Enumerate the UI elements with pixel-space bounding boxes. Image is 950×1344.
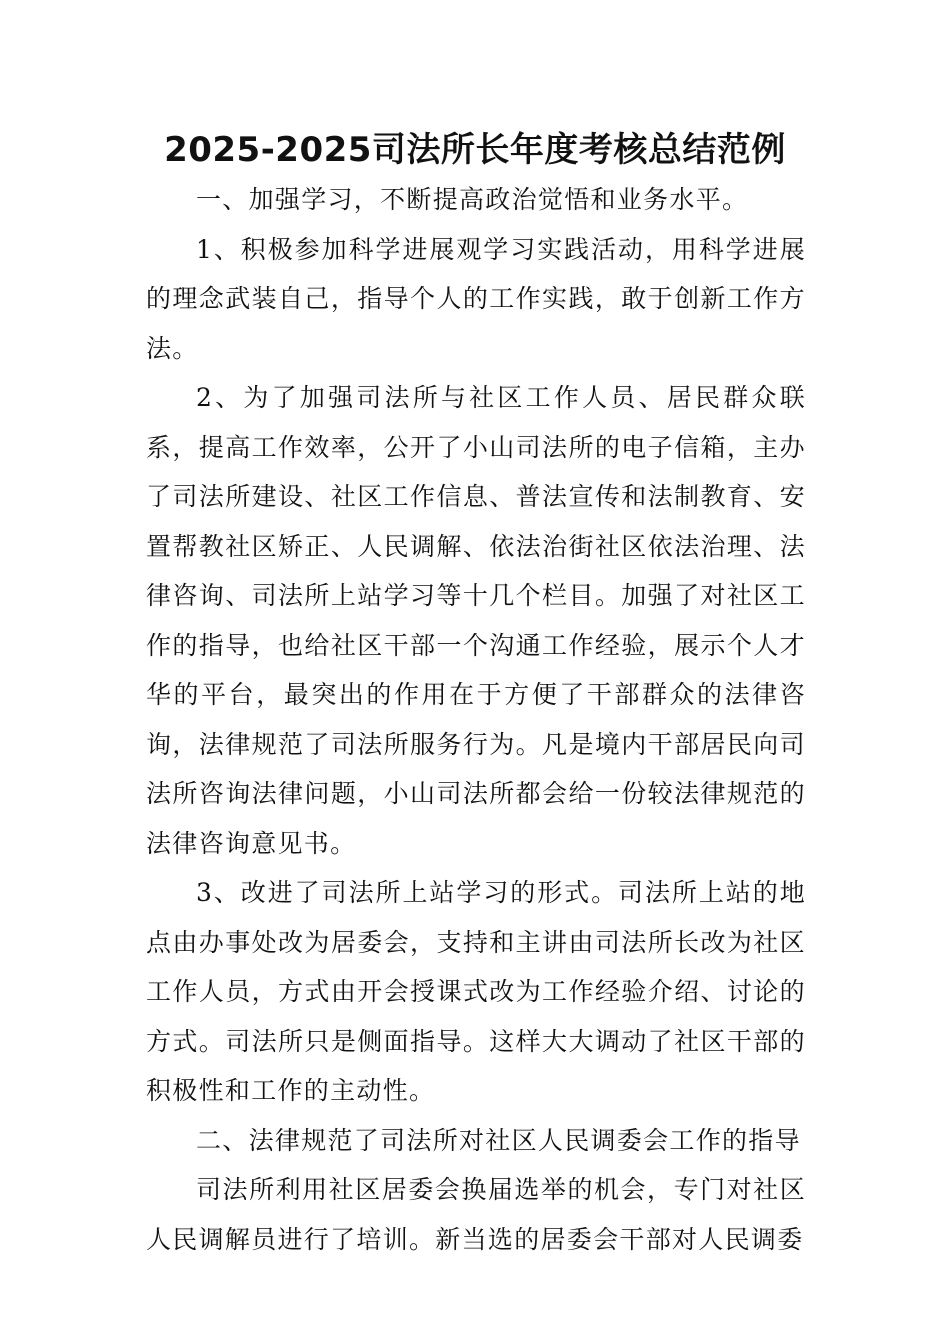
body-paragraph-1: 1、积极参加科学进展观学习实践活动，用科学进展的理念武装自己，指导个人的工作实践，敢于创新工作方法。 [146, 234, 806, 363]
document-body [146, 175, 806, 1264]
section-heading-2: 二、法律规范了司法所对社区人民调委会工作的指导 [196, 1125, 801, 1155]
body-paragraph-3: 3、改进了司法所上站学习的形式。司法所上站的地点由办事处改为居委会，支持和主讲由司法所长改为社区工作人员，方式由开会授课式改为工作经验介绍、讨论的方式。司法所只是侧面指导。这样大大调动了社区干部的积极性和工作的主动性。 [146, 878, 806, 1105]
section-heading-1: 一、加强学习，不断提高政治觉悟和业务水平。 [196, 185, 749, 214]
body-paragraph-4: 司法所利用社区居委会换届选举的机会，专门对社区人民调解员进行了培训。新当选的居委会干部对人民调委 [146, 1175, 806, 1254]
document-title: 2025-2025司法所长年度考核总结范例 [164, 130, 786, 170]
body-paragraph-2: 2、为了加强司法所与社区工作人员、居民群众联系，提高工作效率，公开了小山司法所的电子信箱，主办了司法所建设、社区工作信息、普法宣传和法制教育、安置帮教社区矫正、人民调解、依法治街社区依法治理、法律咨询、司法所上站学习等十几个栏目。加强了对社区工作的指导，也给社区干部一个沟通工作经验，展示个人才华的平台，最突出的作用在于方便了干部群众的法律咨询，法律规范了司法所服务行为。凡是境内干部居民向司法所咨询法律问题，小山司法所都会给一份较法律规范的法律咨询意见书。 [146, 383, 806, 858]
